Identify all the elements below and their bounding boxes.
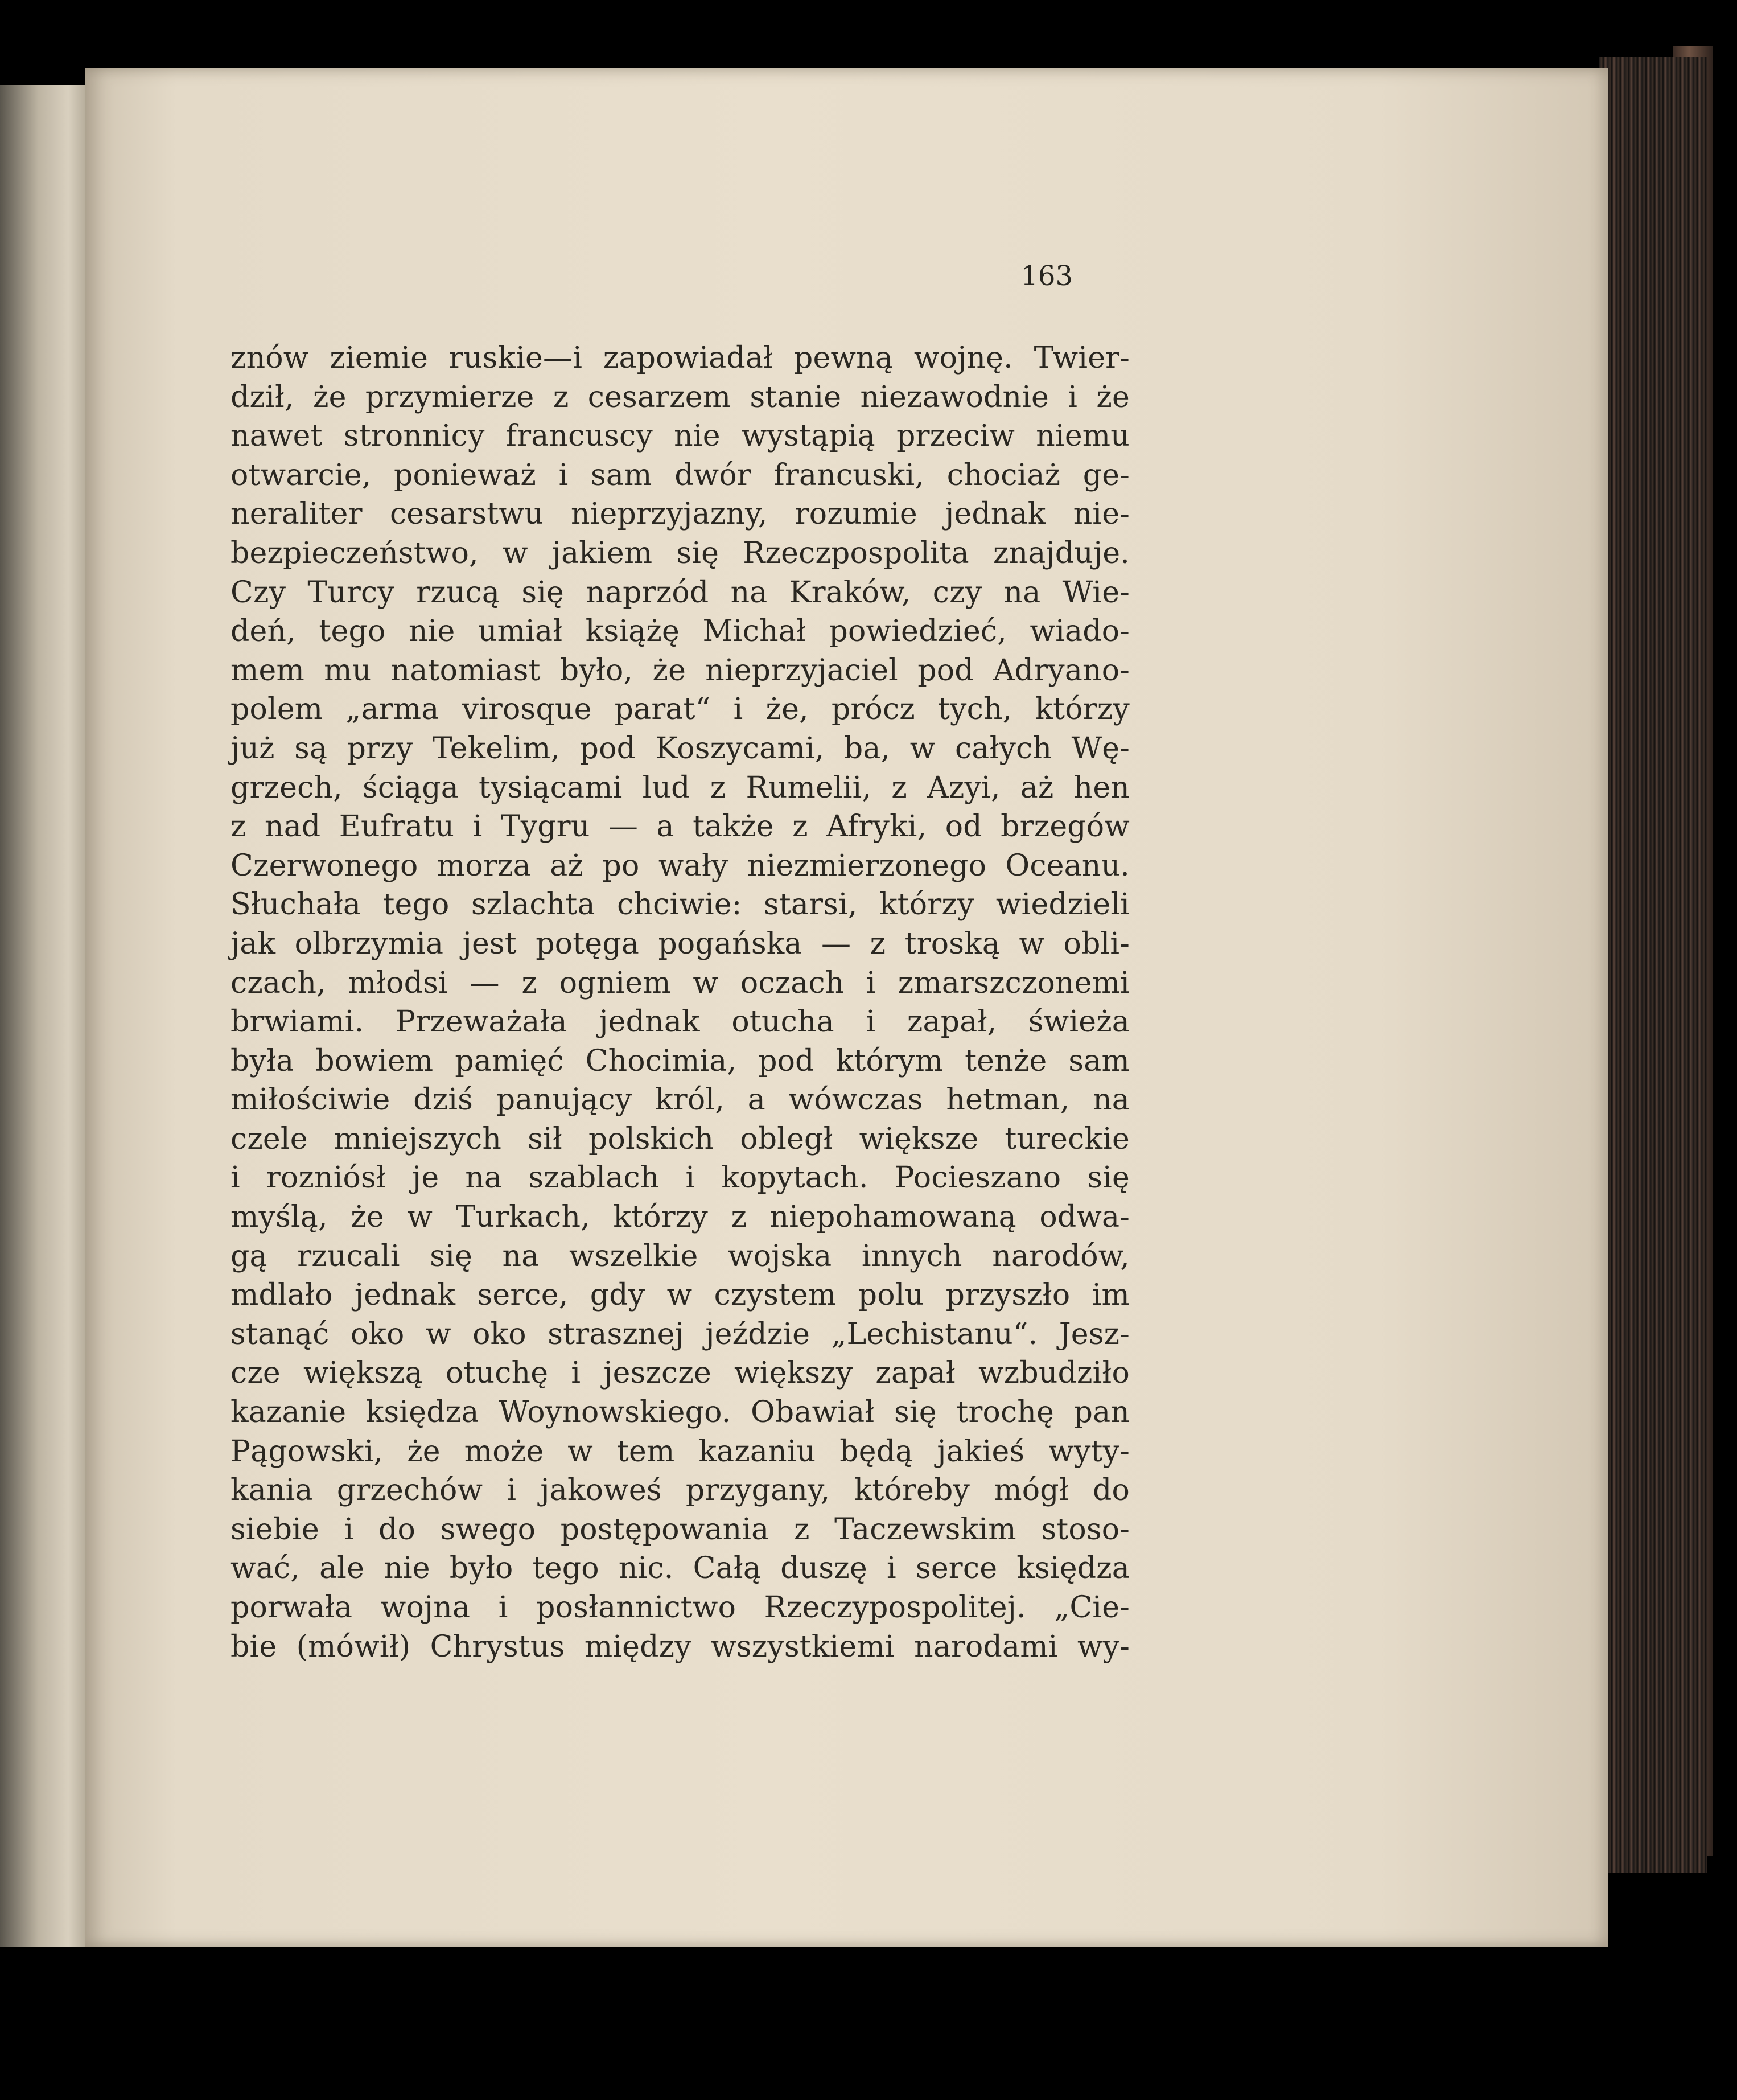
text-line: była bowiem pamięć Chocimia, pod którym tenże sam [230,1043,1130,1078]
text-line: z nad Eufratu i Tygru — a także z Afryki, od brzegów [230,809,1130,844]
text-line: neraliter cesarstwu nieprzyjazny, rozumie jednak nie- [230,497,1130,532]
text-line: bezpieczeństwo, w jakiem się Rzeczpospolita znajduje. [230,536,1130,570]
page-number: 163 [1020,260,1073,292]
text-line: nawet stronnicy francuscy nie wystąpią przeciw niemu [230,419,1130,454]
text-line: miłościwie dziś panujący król, a wówczas hetman, na [230,1083,1130,1117]
text-line: stanąć oko w oko strasznej jeździe „Lechistanu“. Jesz- [230,1317,1130,1351]
text-line: Słuchała tego szlachta chciwie: starsi, którzy wiedzieli [230,887,1130,922]
text-line: deń, tego nie umiał książę Michał powiedzieć, wiado- [230,614,1130,649]
text-line: otwarcie, ponieważ i sam dwór francuski, chociaż ge- [230,458,1130,492]
text-line: mdlało jednak serce, gdy w czystem polu przyszło im [230,1278,1130,1313]
text-line: kania grzechów i jakoweś przygany, któreby mógł do [230,1473,1130,1508]
text-line: siebie i do swego postępowania z Taczewskim stoso- [230,1512,1130,1547]
text-line: grzech, ściąga tysiącami lud z Rumelii, z Azyi, aż hen [230,770,1130,805]
left-page-edge [0,85,85,1947]
text-line: gą rzucali się na wszelkie wojska innych narodów, [230,1239,1130,1273]
text-line: kazanie księdza Woynowskiego. Obawiał się trochę pan [230,1395,1130,1430]
text-line: czach, młodsi — z ogniem w oczach i zmarszczonemi [230,965,1130,1000]
text-line: bie (mówił) Chrystus między wszystkiemi narodami wy- [230,1629,1130,1664]
body-text [230,339,1130,1666]
text-line: dził, że przymierze z cesarzem stanie niezawodnie i że [230,380,1130,414]
text-line: Czerwonego morza aż po wały niezmierzonego Oceanu. [230,848,1130,883]
text-line: Pągowski, że może w tem kazaniu będą jakieś wyty- [230,1434,1130,1469]
text-line: wać, ale nie było tego nic. Całą duszę i serce księdza [230,1551,1130,1586]
text-line: mem mu natomiast było, że nieprzyjaciel pod Adryano- [230,653,1130,688]
text-line: Czy Turcy rzucą się naprzód na Kraków, czy na Wie- [230,575,1130,610]
text-line: już są przy Tekelim, pod Koszycami, ba, w całych Wę- [230,731,1130,766]
text-line: czele mniejszych sił polskich obległ większe tureckie [230,1121,1130,1156]
text-line: myślą, że w Turkach, którzy z niepohamowaną odwa- [230,1200,1130,1235]
text-line: cze większą otuchę i jeszcze większy zapał wzbudziło [230,1356,1130,1391]
text-line: znów ziemie ruskie—i zapowiadał pewną wojnę. Twier- [230,341,1130,375]
text-line: jak olbrzymia jest potęga pogańska — z troską w obli- [230,926,1130,961]
text-line: porwała wojna i posłannictwo Rzeczypospolitej. „Cie- [230,1591,1130,1625]
text-line: i rozniósł je na szablach i kopytach. Pocieszano się [230,1161,1130,1195]
text-line: polem „arma virosque parat“ i że, prócz tych, którzy [230,692,1130,727]
page-edge-stack [1599,57,1707,1873]
text-line: brwiami. Przeważała jednak otucha i zapał, świeża [230,1005,1130,1039]
